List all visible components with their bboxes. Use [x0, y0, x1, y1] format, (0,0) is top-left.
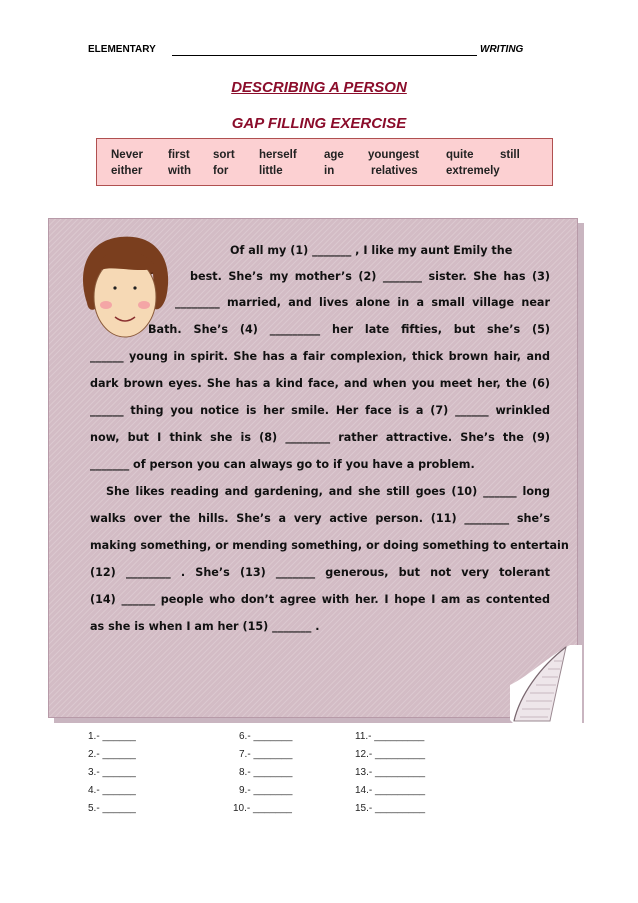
answer-blank: 13.- _________: [355, 767, 426, 778]
header-rule: [172, 55, 477, 56]
answer-blank: 5.- ______: [88, 803, 136, 814]
answer-blank: 6.- _______: [239, 731, 293, 742]
page-subtitle: GAP FILLING EXERCISE: [231, 115, 407, 132]
text-line: Of all my (1) _______ , I like my aunt Emily the: [230, 244, 513, 257]
answer-blank: 3.- ______: [88, 767, 136, 778]
word-bank-word: sort: [213, 149, 235, 161]
page-curl-icon: [510, 645, 582, 725]
answer-blank: 2.- ______: [88, 749, 136, 760]
text-line: as she is when I am her (15) _______ .: [90, 620, 320, 633]
text-line: now, but I think she is (8) ________ rather attractive. She’s the (9): [90, 431, 550, 444]
word-bank-word: either: [111, 165, 143, 177]
text-line: best. She’s my mother’s (2) _______ sister. She has (3): [190, 270, 550, 283]
text-line: ______ young in spirit. She has a fair complexion, thick brown hair, and: [90, 350, 550, 363]
word-bank-word: in: [324, 165, 335, 177]
answer-blank: 10.- _______: [233, 803, 292, 814]
answer-blank: 4.- ______: [88, 785, 136, 796]
answer-blank: 8.- _______: [239, 767, 293, 778]
text-line: walks over the hills. She’s a very active person. (11) ________ she’s: [90, 512, 550, 525]
answer-blank: 1.- ______: [88, 731, 136, 742]
text-line: making something, or mending something, or doing something to entertain: [90, 539, 569, 552]
answer-blank: 7.- _______: [239, 749, 293, 760]
word-bank-word: first: [168, 149, 190, 161]
level-label: ELEMENTARY: [88, 44, 156, 55]
answer-blank: 14.- _________: [355, 785, 426, 796]
answer-blank: 12.- _________: [355, 749, 426, 760]
text-line: ______ thing you notice is her smile. Her face is a (7) ______ wrinkled: [90, 404, 550, 417]
text-line: dark brown eyes. She has a kind face, and when you meet her, the (6): [90, 377, 550, 390]
word-bank-word: age: [324, 149, 344, 161]
word-bank-word: youngest: [368, 149, 420, 161]
answer-blank: 9.- _______: [239, 785, 293, 796]
text-line: She likes reading and gardening, and she still goes (10) ______ long: [106, 485, 550, 498]
word-bank-word: still: [500, 149, 520, 161]
word-bank-word: little: [259, 165, 283, 177]
word-bank-word: quite: [446, 149, 474, 161]
text-line: (14) ______ people who don’t agree with her. I hope I am as contented: [90, 593, 550, 606]
word-bank-word: extremely: [446, 165, 500, 177]
word-bank-word: with: [168, 165, 191, 177]
word-bank: [96, 138, 553, 186]
skill-label: WRITING: [480, 44, 524, 55]
word-bank-word: relatives: [371, 165, 418, 177]
page-title: DESCRIBING A PERSON: [231, 79, 407, 96]
answer-blank: 15.- _________: [355, 803, 426, 814]
text-line: (12) ________ . She’s (13) _______ generous, but not very tolerant: [90, 566, 550, 579]
text-line: _______ of person you can always go to if you have a problem.: [90, 458, 475, 471]
answer-blank: 11.- _________: [355, 731, 425, 742]
text-line: Bath. She’s (4) _________ her late fifties, but she’s (5): [148, 323, 550, 336]
word-bank-word: for: [213, 165, 229, 177]
word-bank-word: herself: [259, 149, 297, 161]
text-line: ________ married, and lives alone in a small village near: [175, 296, 550, 309]
word-bank-word: Never: [111, 149, 143, 161]
